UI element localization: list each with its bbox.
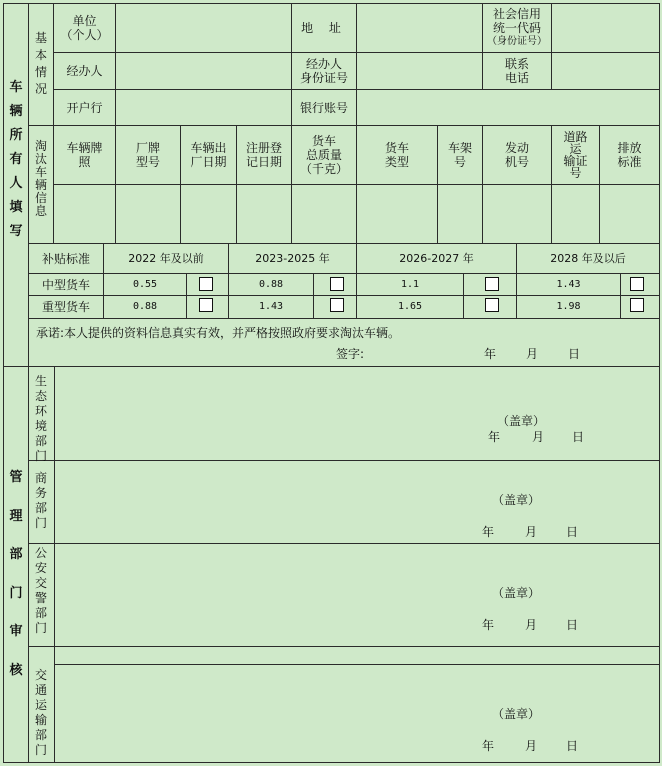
- unit-label-cell: [54, 4, 115, 52]
- model-field[interactable]: [116, 185, 180, 243]
- dept-ecology-day: 日: [572, 430, 585, 444]
- dept-line-3: [28, 646, 659, 647]
- total-mass-field[interactable]: [292, 185, 356, 243]
- vehicle-section-label: 淘汰车辆信息: [34, 139, 47, 218]
- dept-col-line: [54, 366, 55, 763]
- emission-field[interactable]: [600, 185, 659, 243]
- heavy-value-4: 1.98: [556, 301, 581, 312]
- truck-type-field[interactable]: [357, 185, 437, 243]
- agent-id-label-cell: [292, 53, 356, 89]
- header-total-mass-line-3: （千克）: [299, 162, 348, 176]
- subsidy-line-3: [28, 318, 659, 319]
- dept-ecology-month: 月: [532, 430, 545, 444]
- dept-transport-day: 日: [566, 739, 579, 753]
- signature-field[interactable]: [372, 345, 478, 361]
- header-model: [116, 126, 180, 184]
- header-engine-no: [483, 126, 551, 184]
- dept-ecology-label: 生态环境部门: [34, 374, 47, 463]
- header-frame-no-line-2: 号: [453, 155, 466, 169]
- dept-commerce-year: 年: [482, 525, 495, 539]
- promise-month: 月: [526, 347, 539, 361]
- heavy-value-1: 0.88: [132, 301, 158, 312]
- header-engine-no-line-1: 发动: [504, 141, 529, 155]
- dept-transport-year: 年: [482, 739, 495, 753]
- factory-date-field[interactable]: [181, 185, 236, 243]
- dept-line-4: [54, 664, 659, 665]
- account-label: 银行账号: [299, 100, 348, 115]
- address-field[interactable]: [357, 4, 482, 52]
- dept-commerce-day: 日: [566, 525, 579, 539]
- header-transport-cert-line-1: 道路: [563, 130, 588, 144]
- credit-code-label-cell: [483, 4, 551, 52]
- owner-section-title: 车辆所有人填写: [9, 80, 23, 239]
- unit-value-field[interactable]: [116, 4, 291, 52]
- header-transport-cert-line-3: 输证: [563, 154, 588, 168]
- basic-section-label: 基本情况: [34, 31, 47, 96]
- scol-sub-2: [313, 273, 314, 318]
- bank-label: 开户行: [66, 100, 103, 115]
- contact-label-2: 电话: [504, 71, 529, 85]
- header-frame-no: [438, 126, 482, 184]
- dept-transport-label: 交通运输部门: [34, 668, 47, 757]
- promise-text: 承诺:本人提供的资料信息真实有效，并严格按照政府要求淘汰车辆。: [36, 326, 401, 340]
- medium-value-1: 0.55: [132, 278, 158, 290]
- plate-field[interactable]: [54, 185, 115, 243]
- promise-day: 日: [568, 347, 581, 361]
- header-total-mass-line-1: 货车: [311, 134, 336, 148]
- agent-id-field[interactable]: [357, 53, 482, 89]
- dept-line-2: [28, 543, 659, 544]
- heavy-checkbox-4[interactable]: [630, 298, 644, 312]
- contact-label-cell: [483, 53, 551, 89]
- frame-no-field[interactable]: [438, 185, 482, 243]
- agent-id-label-1: 经办人: [305, 57, 342, 71]
- register-date-field[interactable]: [237, 185, 291, 243]
- agent-id-label-2: 身份证号: [299, 71, 348, 85]
- credit-code-sub-label: （身份证号）: [487, 36, 547, 47]
- contact-field[interactable]: [552, 53, 659, 89]
- dept-commerce-month: 月: [525, 525, 538, 539]
- dept-traffic-police-day: 日: [566, 618, 579, 632]
- header-emission: [600, 126, 659, 184]
- header-plate-line-2: 照: [78, 155, 91, 169]
- header-plate: [54, 126, 115, 184]
- header-factory-date-line-1: 车辆出: [190, 141, 227, 155]
- medium-checkbox-3[interactable]: [485, 277, 499, 291]
- header-truck-type-line-1: 货车: [384, 141, 409, 155]
- contact-label-1: 联系: [504, 57, 529, 71]
- scol-sub-4: [620, 273, 621, 318]
- medium-value-3: 1.1: [400, 278, 420, 290]
- medium-checkbox-2[interactable]: [330, 277, 344, 291]
- scol-sub-1: [186, 273, 187, 318]
- bank-field[interactable]: [116, 90, 291, 125]
- row-heavy-name: 重型货车: [41, 300, 90, 314]
- medium-value-2: 0.88: [258, 278, 284, 290]
- dept-ecology-year: 年: [488, 430, 501, 444]
- header-register-date-line-2: 记日期: [245, 155, 282, 169]
- header-factory-date-line-2: 厂日期: [190, 155, 227, 169]
- dept-traffic-police-year: 年: [482, 618, 495, 632]
- unit-sub-label: （个人）: [60, 28, 109, 42]
- dept-traffic-police-month: 月: [525, 618, 538, 632]
- section-divider: [3, 366, 659, 367]
- period-1: 2022 年及以前: [128, 251, 204, 265]
- header-model-line-2: 型号: [135, 155, 160, 169]
- frame-bottom: [3, 762, 659, 763]
- header-emission-line-1: 排放: [617, 141, 642, 155]
- dept-traffic-police-label: 公安交警部门: [34, 546, 47, 635]
- medium-checkbox-4[interactable]: [630, 277, 644, 291]
- dept-transport-month: 月: [525, 739, 538, 753]
- admin-col-line: [28, 366, 29, 763]
- unit-label: 单位: [72, 14, 97, 28]
- period-2: 2023-2025 年: [255, 251, 330, 265]
- dept-ecology-seal: （盖章）: [497, 414, 546, 428]
- medium-value-4: 1.43: [556, 278, 581, 290]
- engine-no-field[interactable]: [483, 185, 551, 243]
- address-label: 地 址: [301, 21, 347, 35]
- credit-code-label-2: 统一代码: [492, 21, 541, 35]
- header-truck-type: [357, 126, 437, 184]
- agent-field[interactable]: [116, 53, 291, 89]
- header-transport-cert-line-2: 运: [569, 142, 582, 156]
- header-total-mass-line-2: 总质量: [305, 148, 342, 162]
- admin-section-title: 管理部门审核: [9, 470, 23, 678]
- heavy-value-3: 1.65: [397, 301, 423, 312]
- dept-commerce-label: 商务部门: [34, 471, 47, 530]
- header-total-mass: [292, 126, 356, 184]
- header-frame-no-line-1: 车架: [447, 141, 472, 155]
- heavy-checkbox-3[interactable]: [485, 298, 499, 312]
- credit-code-label-1: 社会信用: [492, 7, 541, 21]
- header-transport-cert-line-4: 号: [569, 166, 582, 180]
- promise-year: 年: [484, 347, 497, 361]
- heavy-value-2: 1.43: [258, 301, 284, 312]
- header-emission-line-2: 标准: [617, 155, 642, 169]
- header-plate-line-1: 车辆牌: [66, 141, 103, 155]
- header-model-line-1: 厂牌: [135, 141, 160, 155]
- scol-sub-3: [463, 273, 464, 318]
- header-register-date-line-1: 注册登: [245, 141, 282, 155]
- dept-commerce-seal: （盖章）: [492, 493, 541, 507]
- period-3: 2026-2027 年: [399, 251, 474, 265]
- header-engine-no-line-2: 机号: [504, 155, 529, 169]
- heavy-checkbox-1[interactable]: [199, 298, 213, 312]
- sign-label: 签字:: [336, 347, 365, 361]
- agent-label: 经办人: [66, 64, 103, 78]
- account-field[interactable]: [357, 90, 659, 125]
- header-transport-cert: [552, 126, 599, 184]
- row-medium-name: 中型货车: [41, 277, 90, 292]
- dept-transport-seal: （盖章）: [492, 707, 541, 721]
- frame-right: [659, 3, 660, 763]
- credit-code-field[interactable]: [552, 4, 659, 52]
- header-truck-type-line-2: 类型: [384, 155, 409, 169]
- transport-cert-field[interactable]: [552, 185, 599, 243]
- dept-traffic-police-seal: （盖章）: [492, 586, 541, 600]
- header-factory-date: [181, 126, 236, 184]
- dept-line-1: [28, 460, 659, 461]
- subsidy-label: 补贴标准: [41, 251, 90, 266]
- header-register-date: [237, 126, 291, 184]
- period-4: 2028 年及以后: [550, 251, 626, 265]
- frame-left: [3, 3, 4, 763]
- heavy-checkbox-2[interactable]: [330, 298, 344, 312]
- medium-checkbox-1[interactable]: [199, 277, 213, 291]
